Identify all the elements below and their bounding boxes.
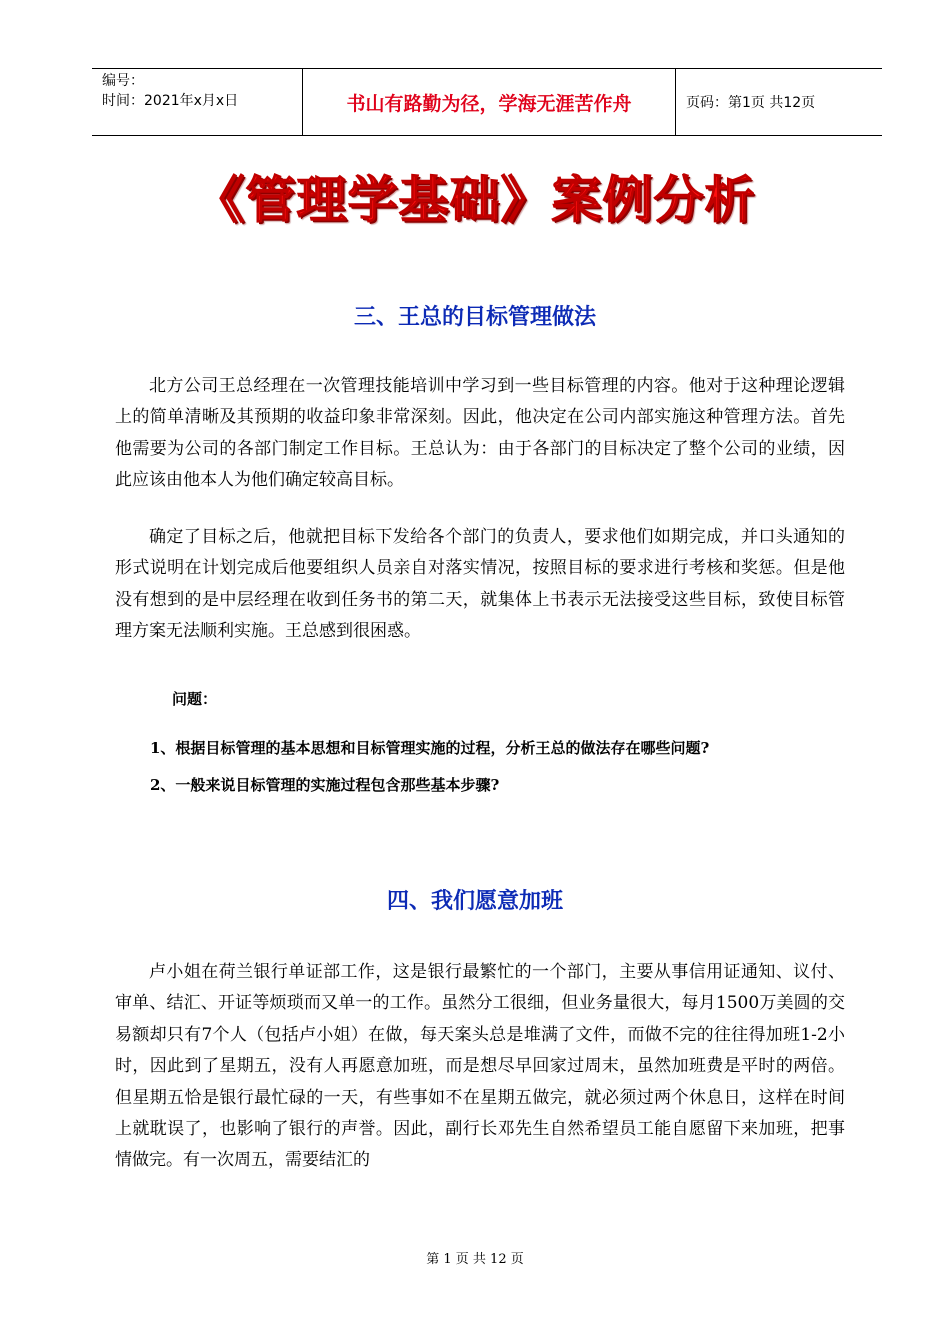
questions-label: 问题： <box>172 690 218 708</box>
header-page-label: 页码：第1页 共12页 <box>676 69 883 136</box>
header-motto: 书山有路勤为径，学海无涯苦作舟 <box>303 69 676 136</box>
question-1: 1、根据目标管理的基本思想和目标管理实施的过程，分析王总的做法存在哪些问题? <box>150 739 710 757</box>
document-time-label: 时间：2021年x月x日 <box>102 93 239 109</box>
question-2: 2、一般来说目标管理的实施过程包含那些基本步骤? <box>150 776 500 794</box>
document-header <box>92 68 882 136</box>
section-4-paragraph-1: 卢小姐在荷兰银行单证部工作，这是银行最繁忙的一个部门，主要从事信用证通知、议付、审单、结汇、开证等烦琐而又单一的工作。虽然分工很细，但业务量很大，每月1500万美圆的交易额却只有7个人（包括卢小姐）在做，每天案头总是堆满了文件，而做不完的往往得加班1-2小时，因此到了星期五，没有人再愿意加班，而是想尽早回家过周末，虽然加班费是平时的两倍。但星期五恰是银行最忙碌的一天，有些事如不在星期五做完，就必须过两个休息日，这样在时间上就耽误了，也影响了银行的声誉。因此，副行长邓先生自然希望员工能自愿留下来加班，把事情做完。有一次周五，需要结汇的 <box>115 962 845 1171</box>
header-meta <box>92 69 303 136</box>
section-3-paragraph-2: 确定了目标之后，他就把目标下发给各个部门的负责人，要求他们如期完成，并口头通知的形式说明在计划完成后他要组织人员亲自对落实情况，按照目标的要求进行考核和奖惩。但是他没有想到的是中层经理在收到任务书的第二天，就集体上书表示无法接受这些目标，致使目标管理方案无法顺利实施。王总感到很困惑。 <box>115 527 845 642</box>
document-number-label: 编号： <box>102 73 144 89</box>
section-4-heading: 四、我们愿意加班 <box>386 889 563 914</box>
section-3-paragraph-1: 北方公司王总经理在一次管理技能培训中学习到一些目标管理的内容。他对于这种理论逻辑上的简单清晰及其预期的收益印象非常深刻。因此，他决定在公司内部实施这种管理方法。首先他需要为公司的各部门制定工作目标。王总认为：由于各部门的目标决定了整个公司的业绩，因此应该由他本人为他们确定较高目标。 <box>115 376 845 491</box>
page-footer: 第 1 页 共 12 页 <box>426 1252 524 1267</box>
document-title: 《管理学基础》案例分析 <box>194 171 756 229</box>
section-3-heading: 三、王总的目标管理做法 <box>353 305 596 330</box>
